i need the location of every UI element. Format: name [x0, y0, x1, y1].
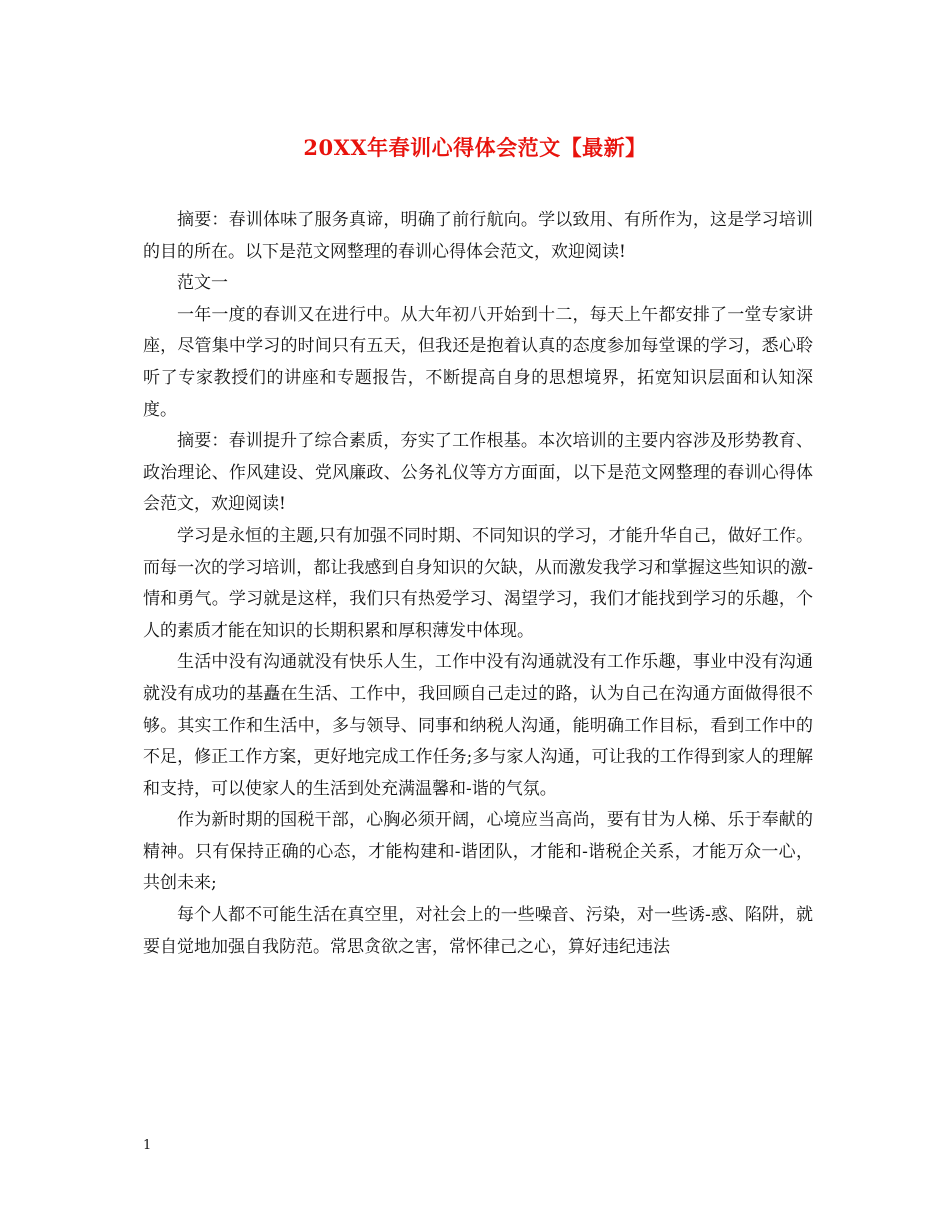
paragraph-abstract-1: 摘要：春训体味了服务真谛，明确了前行航向。学以致用、有所作为，这是学习培训的目的所在。以下是范文网整理的春训心得体会范文，欢迎阅读!	[143, 210, 813, 262]
paragraph-intro: 一年一度的春训又在进行中。从大年初八开始到十二，每天上午都安排了一堂专家讲座，尽管集中学习的时间只有五天，但我还是抱着认真的态度参加每堂课的学习，悉心聆听了专家教授们的讲座和专题报告，不断提高自身的思想境界，拓宽知识层面和认知深度。	[143, 304, 813, 420]
page-number: 1	[143, 1138, 152, 1153]
document-body	[143, 205, 813, 963]
paragraph-learning: 学习是永恒的主题,只有加强不同时期、不同知识的学习，才能升华自己，做好工作。而每一次的学习培训，都让我感到自身知识的欠缺，从而激发我学习和掌握这些知识的激-情和勇气。学习就是这样，我们只有热爱学习、渴望学习，我们才能找到学习的乐趣，个人的素质才能在知识的长期积累和厚积薄发中体现。	[143, 525, 813, 641]
paragraph-attitude: 作为新时期的国税干部，心胸必须开阔，心境应当高尚，要有甘为人梯、乐于奉献的精神。只有保持正确的心态，才能构建和-谐团队，才能和-谐税企关系，才能万众一心，共创未来;	[143, 810, 813, 894]
document-title: 20XX年春训心得体会范文【最新】	[303, 135, 647, 160]
paragraph-self-discipline: 每个人都不可能生活在真空里，对社会上的一些噪音、污染，对一些诱-惑、陷阱，就要自觉地加强自我防范。常思贪欲之害，常怀律己之心，算好违纪违法	[143, 905, 813, 957]
paragraph-communication: 生活中没有沟通就没有快乐人生，工作中没有沟通就没有工作乐趣，事业中没有沟通就没有成功的基矗在生活、工作中，我回顾自己走过的路，认为自己在沟通方面做得很不够。其实工作和生活中，多与领导、同事和纳税人沟通，能明确工作目标，看到工作中的不足，修正工作方案，更好地完成工作任务;多与家人沟通，可让我的工作得到家人的理解和支持，可以使家人的生活到处充满温馨和-谐的气氛。	[143, 652, 813, 799]
paragraph-abstract-2: 摘要：春训提升了综合素质，夯实了工作根基。本次培训的主要内容涉及形势教育、政治理论、作风建设、党风廉政、公务礼仪等方方面面，以下是范文网整理的春训心得体会范文，欢迎阅读!	[143, 431, 813, 515]
paragraph-section-heading: 范文一	[177, 273, 228, 294]
